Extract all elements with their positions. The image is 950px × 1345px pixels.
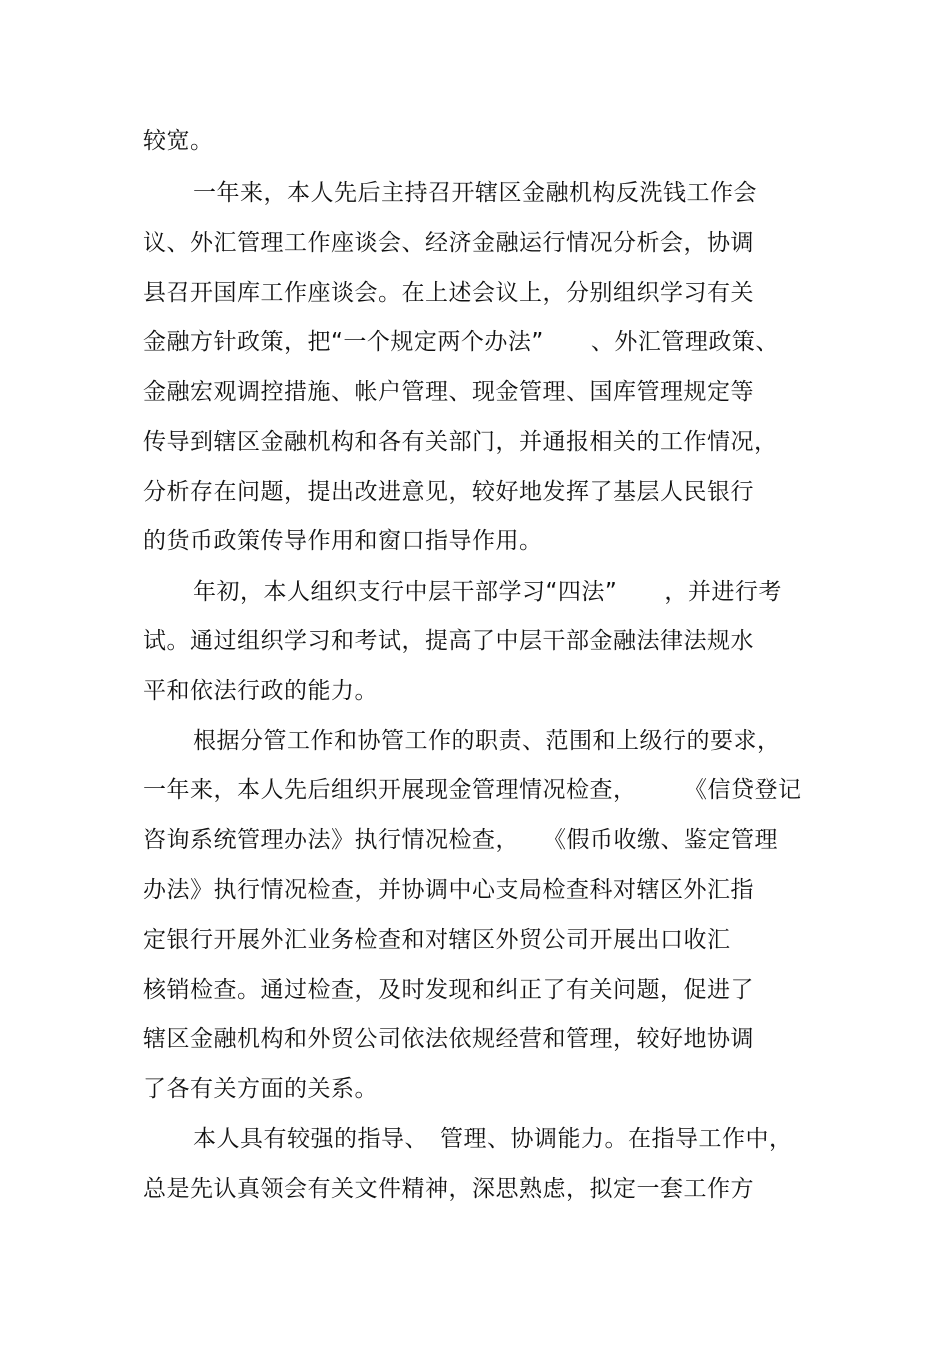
text-line: 县召开国库工作座谈会。在上述会议上，分别组织学习有关 bbox=[143, 280, 754, 306]
text-line: 辖区金融机构和外贸公司依法依规经营和管理，较好地协调 bbox=[143, 1026, 754, 1052]
text-line: 较宽。 bbox=[143, 128, 214, 154]
text-line: 一年来，本人先后组织开展现金管理情况检查， 《信贷登记 bbox=[143, 777, 802, 803]
text-line: 办法》执行情况检查，并协调中心支局检查科对辖区外汇指 bbox=[143, 877, 754, 903]
paragraph-first-line: 年初，本人组织支行中层干部学习“四法” ，并进行考 bbox=[193, 579, 782, 605]
paragraph-first-line: 本人具有较强的指导、 管理、协调能力。在指导工作中， bbox=[193, 1126, 793, 1152]
paragraph-first-line: 根据分管工作和协管工作的职责、范围和上级行的要求， bbox=[193, 728, 781, 754]
paragraph-first-line: 一年来，本人先后主持召开辖区金融机构反洗钱工作会 bbox=[193, 180, 757, 206]
text-line: 传导到辖区金融机构和各有关部门，并通报相关的工作情况， bbox=[143, 429, 778, 455]
text-line: 定银行开展外汇业务检查和对辖区外贸公司开展出口收汇 bbox=[143, 927, 731, 953]
text-line: 总是先认真领会有关文件精神，深思熟虑，拟定一套工作方 bbox=[143, 1176, 754, 1202]
text-line: 金融方针政策，把“一个规定两个办法” 、外汇管理政策、 bbox=[143, 329, 779, 355]
text-line: 平和依法行政的能力。 bbox=[143, 678, 378, 704]
text-line: 议、外汇管理工作座谈会、经济金融运行情况分析会，协调 bbox=[143, 230, 754, 256]
text-line: 了各有关方面的关系。 bbox=[143, 1076, 378, 1102]
text-line: 金融宏观调控措施、帐户管理、现金管理、国库管理规定等 bbox=[143, 379, 754, 405]
text-line: 分析存在问题，提出改进意见，较好地发挥了基层人民银行 bbox=[143, 479, 754, 505]
text-line: 试。通过组织学习和考试，提高了中层干部金融法律法规水 bbox=[143, 628, 754, 654]
text-line: 的货币政策传导作用和窗口指导作用。 bbox=[143, 528, 543, 554]
text-line: 核销检查。通过检查，及时发现和纠正了有关问题，促进了 bbox=[143, 977, 754, 1003]
text-line: 咨询系统管理办法》执行情况检查， 《假币收缴、鉴定管理 bbox=[143, 827, 778, 853]
